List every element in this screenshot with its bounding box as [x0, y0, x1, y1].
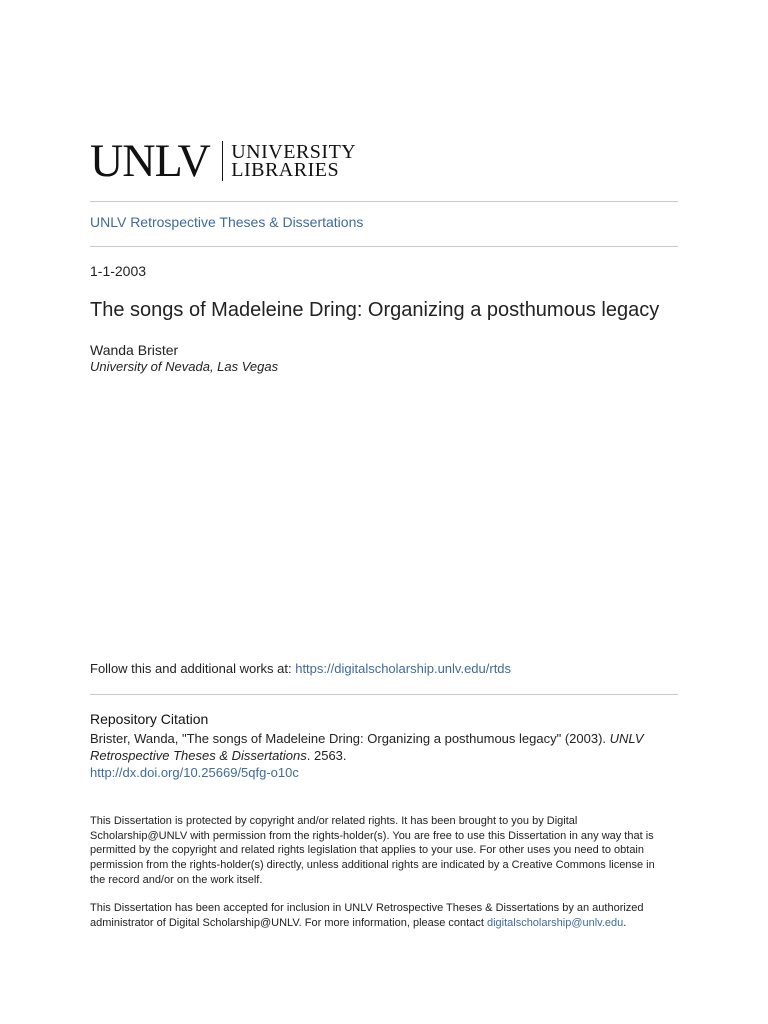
author-name: Wanda Brister: [90, 342, 179, 358]
inclusion-statement: [90, 901, 670, 930]
citation-heading: Repository Citation: [90, 711, 209, 727]
series-link[interactable]: UNLV Retrospective Theses & Dissertations: [90, 214, 364, 230]
logo-text-line1: UNIVERSITY: [231, 141, 357, 163]
inclusion-end: .: [623, 916, 627, 929]
logo-text: [231, 143, 356, 179]
series-divider: [90, 246, 678, 247]
author-affiliation: University of Nevada, Las Vegas: [90, 359, 279, 374]
logo-divider: [222, 141, 223, 181]
citation-text: Brister, Wanda, "The songs of Madeleine Dring: Organizing a posthumous legacy" (2003).: [90, 731, 607, 746]
top-divider: [90, 201, 678, 202]
document-title: The songs of Madeleine Dring: Organizing a posthumous legacy: [90, 299, 660, 321]
citation-divider: [90, 694, 678, 695]
inclusion-text: This Dissertation has been accepted for inclusion in UNLV Retrospective Theses & Dissertations by an authorized administrator of Digital Scholarship@UNLV. For more information, please contact: [90, 902, 644, 929]
unlv-libraries-logo: [90, 135, 357, 187]
follow-line: [90, 661, 511, 676]
citation-number: . 2563.: [306, 748, 347, 763]
contact-email-link[interactable]: digitalscholarship@unlv.edu: [486, 916, 624, 929]
follow-text: Follow this and additional works at:: [90, 661, 296, 676]
citation-journal-line2: Retrospective Theses & Dissertations: [90, 748, 307, 763]
citation-block: [90, 730, 678, 781]
follow-link[interactable]: https://digitalscholarship.unlv.edu/rtds: [295, 661, 512, 676]
logo-mark: UNLV: [90, 135, 210, 187]
citation-journal-line1: UNLV: [609, 731, 644, 746]
publication-date: 1-1-2003: [90, 263, 147, 279]
logo-text-line2: LIBRARIES: [231, 159, 340, 181]
citation-doi-link[interactable]: http://dx.doi.org/10.25669/5qfg-o10c: [90, 765, 299, 780]
rights-statement: This Dissertation is protected by copyright and/or related rights. It has been brought to you by Digital Scholarship@UNLV with permission from the rights-holder(s). You are free to use this Dissertation in any way that is permitted by the copyright and related rights legislation that applies to your use. For other uses you need to obtain permission from the rights-holder(s) directly, unless additional rights are indicated by a Creative Commons license in the record and/or on the work itself.: [90, 815, 655, 886]
